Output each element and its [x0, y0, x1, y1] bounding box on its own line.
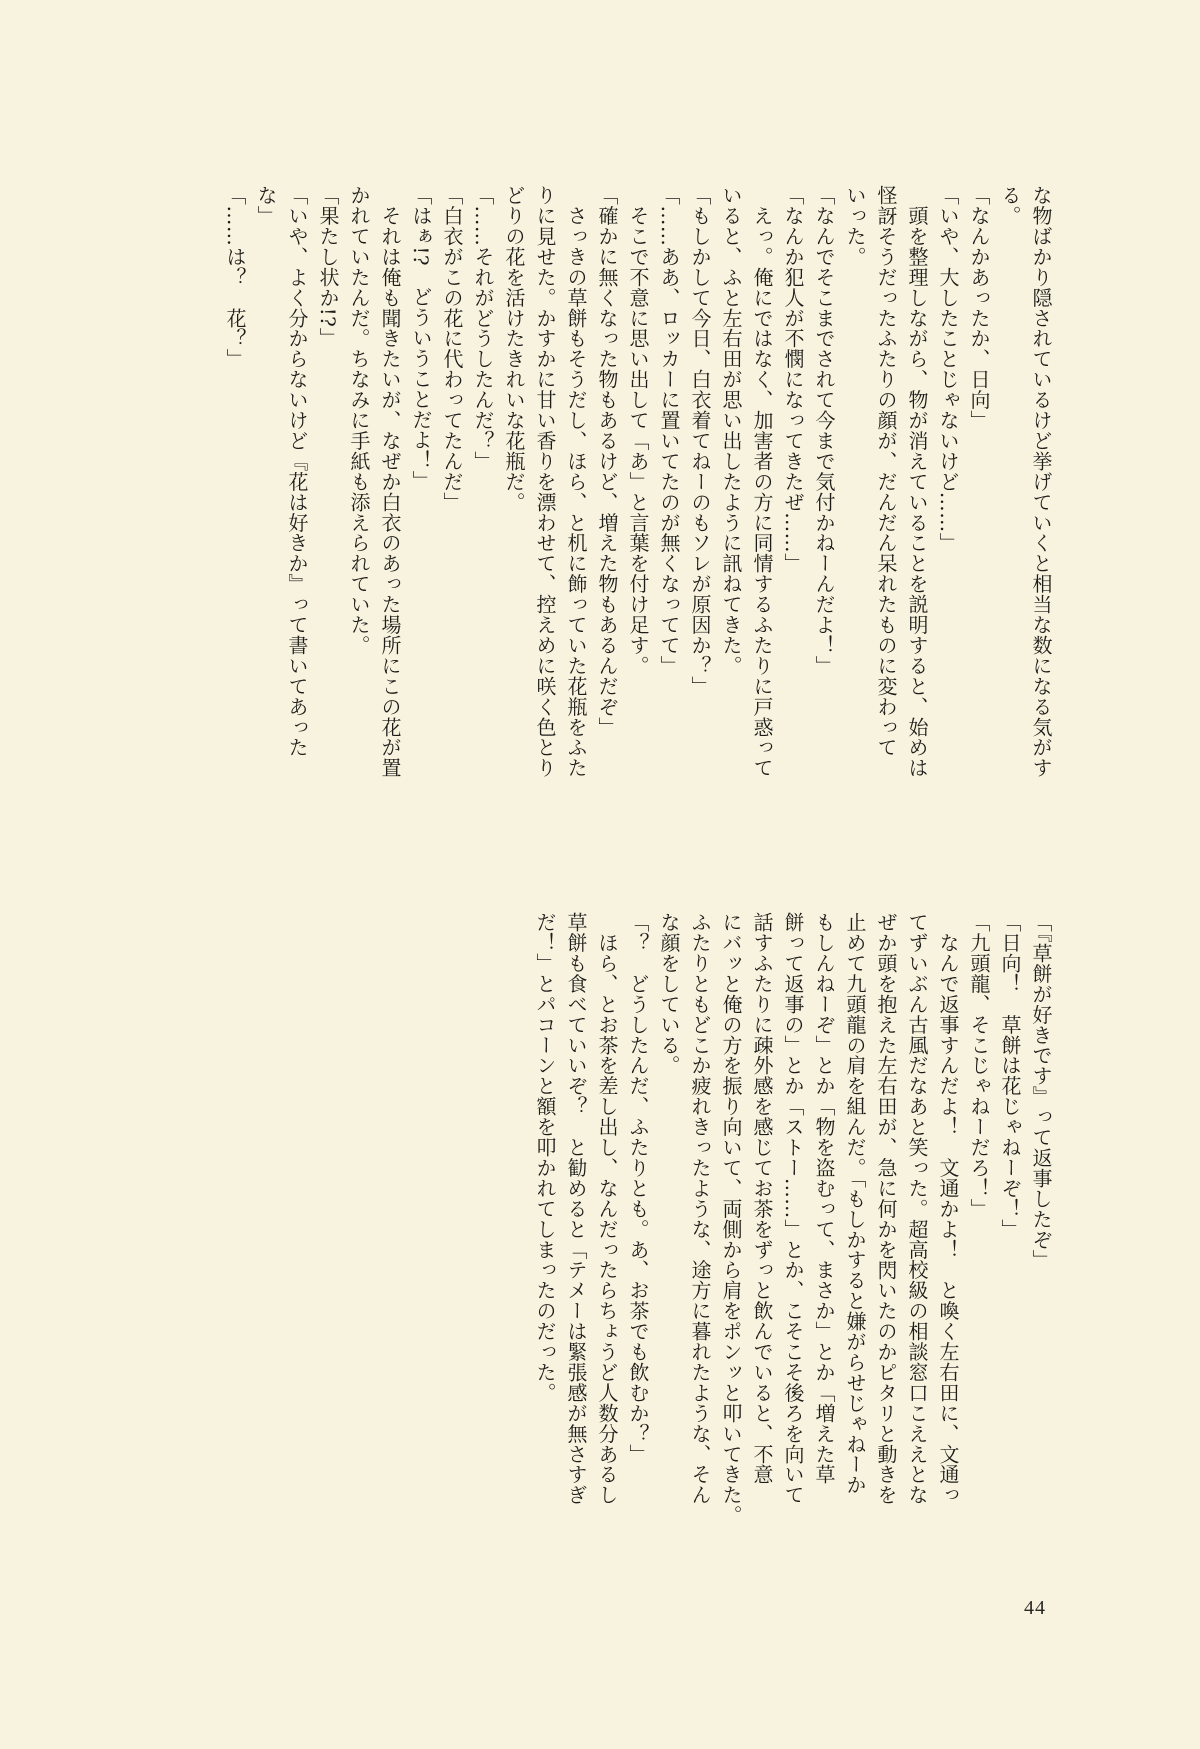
text-column: な顔をしている。	[657, 912, 681, 1076]
text-column: 話すふたりに疎外感を感じてお茶をずっと飲んでいると、不意	[750, 912, 774, 1485]
text-column: 頭を整理しながら、物が消えていることを説明すると、始めは	[905, 185, 929, 779]
text-column: 「九頭龍、そこじゃねーだろ！」	[967, 912, 991, 1219]
text-column: りに見せた。かすかに甘い香りを漂わせて、控えめに咲く色とり	[533, 185, 557, 779]
text-column: 「いや、よく分からないけど『花は好きか』って書いてあった	[285, 185, 309, 758]
text-column: もしんねーぞ」とか「物を盗むって、まさか」とか「増えた草	[812, 912, 836, 1485]
lower-text-block	[533, 912, 1056, 1526]
text-column: そこで不意に思い出して「あ」と言葉を付け足す。	[626, 185, 650, 676]
text-column: だ！」とパコーンと額を叩かれてしまったのだった。	[533, 912, 557, 1403]
text-column: さっきの草餅もそうだし、ほら、と机に飾っていた花瓶をふた	[564, 185, 588, 779]
text-column: ふたりともどこか疲れきったような、途方に暮れたような、そん	[688, 912, 712, 1506]
text-column: それは俺も聞きたいが、なぜか白衣のあった場所にこの花が置	[378, 185, 402, 779]
text-column: 止めて九頭龍の肩を組んだ。「もしかすると嫌がらせじゃねーか	[843, 912, 867, 1496]
text-column: な物ばかり隠されているけど挙げていくと相当な数になる気がす	[1029, 185, 1053, 779]
text-column: 「確かに無くなった物もあるけど、増えた物もあるんだぞ」	[595, 185, 619, 738]
text-column: てずいぶん古風だなあと笑った。超高校級の相談窓口こええとな	[905, 912, 929, 1506]
text-column: 「なんでそこまでされて今まで気付かねーんだよ！」	[812, 185, 836, 676]
text-column: 「いや、大したことじゃないけど……」	[936, 185, 960, 554]
text-column: なんで返事すんだよ！ 文通かよ！ と喚く左右田に、文通っ	[936, 912, 960, 1506]
text-column: えっ。俺にではなく、加害者の方に同情するふたりに戸惑って	[750, 185, 774, 779]
text-column: にバッと俺の方を振り向いて、両側から肩をポンッと叩いてきた。	[719, 912, 743, 1526]
upper-text-block	[116, 185, 1056, 779]
text-column: 「日向！ 草餅は花じゃねーぞ！」	[998, 912, 1022, 1240]
text-column: 「白衣がこの花に代わってたんだ」	[440, 185, 464, 513]
text-column: 「？ どうしたんだ、ふたりとも。あ、お茶でも飲むか？」	[626, 912, 650, 1465]
text-column: 「……ああ、ロッカーに置いてたのが無くなってて」	[657, 185, 681, 676]
text-column: かれていたんだ。ちなみに手紙も添えられていた。	[347, 185, 371, 656]
text-column: 草餅も食べていいぞ？ と勧めると「テメーは緊張感が無さすぎ	[564, 912, 588, 1506]
text-column: どりの花を活けたきれいな花瓶だ。	[502, 185, 526, 513]
text-column: ぜか頭を抱えた左右田が、急に何かを閃いたのかピタリと動きを	[874, 912, 898, 1506]
text-column: 餅って返事の」とか「ストー……」とか、こそこそ後ろを向いて	[781, 912, 805, 1506]
page-number: 44	[1024, 1597, 1046, 1619]
text-column: いると、ふと左右田が思い出したように訊ねてきた。	[719, 185, 743, 676]
text-column: 怪訝そうだったふたりの顔が、だんだん呆れたものに変わって	[874, 185, 898, 758]
text-column: な」	[254, 185, 278, 226]
text-column: ほら、とお茶を差し出し、なんだったらちょうど人数分あるし	[595, 912, 619, 1506]
text-column: いった。	[843, 185, 867, 267]
text-column: 「果たし状か!?」	[316, 185, 340, 348]
text-column: 「『草餅が好きです』って返事したぞ」	[1029, 912, 1053, 1271]
text-column: 「なんか犯人が不憫になってきたぜ……」	[781, 185, 805, 574]
text-column: 「なんかあったか、日向」	[967, 185, 991, 431]
text-column: 「もしかして今日、白衣着てねーのもソレが原因か？」	[688, 185, 712, 697]
text-column: 「……は？ 花？」	[223, 185, 247, 370]
text-column: 「はぁ!? どういうことだよ！」	[409, 185, 433, 491]
text-column: る。	[998, 185, 1022, 226]
text-column: 「……それがどうしたんだ？」	[471, 185, 495, 472]
